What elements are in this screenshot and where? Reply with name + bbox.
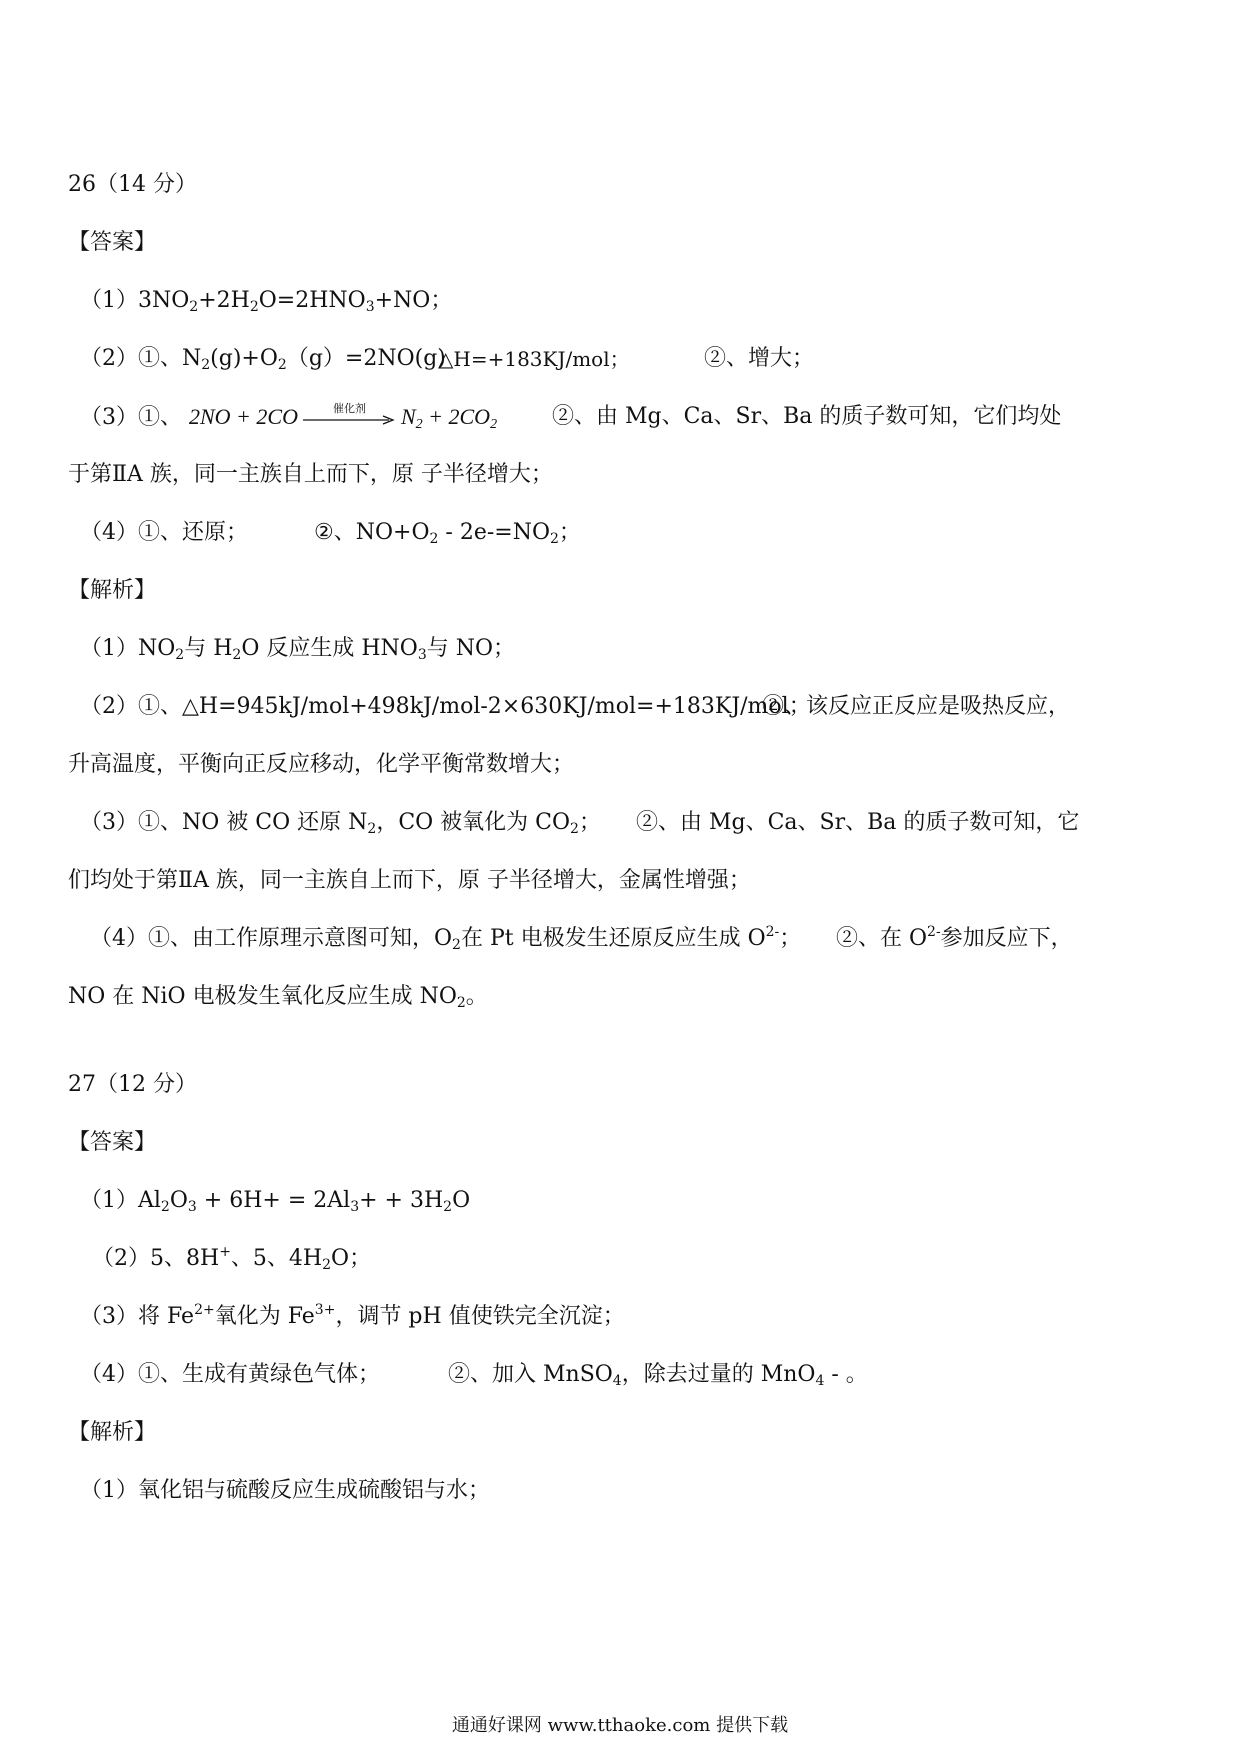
- q27-answer-1: $(1)Al_2O_3 + 6H+ = 2Al_3+ + 3H_2O$: [80, 1188, 471, 1215]
- reaction-arrow: [303, 402, 395, 426]
- q26-analysis-4-line2: NO 在 NiO 电极发生氧化反应生成 $NO_2$。: [68, 984, 488, 1011]
- q26-answer-2-part2: ②、增大；: [704, 346, 815, 371]
- q26-analysis-1: $(1)NO_2$与 $H_2O$ 反应生成 $HNO_3$与 NO；: [80, 636, 516, 663]
- q27-answer-2: （2）5、8H+、5、$4H_2O$；: [92, 1244, 372, 1273]
- q26-answer-4: （4）①、还原；: [80, 520, 248, 545]
- q27-header: 27（12 分）: [68, 1072, 197, 1097]
- reaction-equation: 2NO + 2CO 催化剂 $N_2 + 2CO_2$: [189, 402, 497, 432]
- q27-answer-3: （3）将 $Fe^{2+}$氧化为 $Fe^{3+}$，调节 pH 值使铁完全沉淀；: [80, 1302, 625, 1329]
- q26-answer-3-part2: ②、由 Mg、Ca、Sr、Ba 的质子数可知，它们均处: [552, 404, 1062, 429]
- q27-answer-heading: 【答案】: [68, 1130, 157, 1155]
- page-footer: 通通好课网 www.tthaoke.com 提供下载: [451, 1715, 789, 1736]
- catalyst-label: 催化剂: [332, 402, 366, 415]
- q26-answer-4-part2: ②、$NO+O_2 - 2e-=NO_2$；: [314, 520, 581, 547]
- q27-answer-4-part2: ②、加入 MnSO$_4$，除去过量的 MnO$_4$ - 。: [448, 1362, 868, 1389]
- q26-answer-3-line2: 于第ⅡA 族，同一主族自上而下，原 子半径增大；: [68, 462, 553, 487]
- q26-analysis-2: （2）①、△H=945kJ/mol+498kJ/mol-2×630KJ/mol=+183KJ/mol；: [80, 694, 811, 719]
- q26-analysis-3-part2: ②、由 Mg、Ca、Sr、Ba 的质子数可知，它: [636, 810, 1080, 835]
- q26-analysis-4: （4）①、由工作原理示意图可知，$O_2$在 Pt 电极发生还原反应生成 $O^{2-}$；: [90, 924, 802, 953]
- q26-answer-heading: 【答案】: [68, 230, 157, 255]
- q27-answer-4: （4）①、生成有黄绿色气体；: [80, 1362, 380, 1387]
- q26-answer-1: $(1)3NO_2+2H_2O=2HNO_3+NO$；: [80, 288, 453, 315]
- q26-answer-3: （3）①、 2NO + 2CO 催化剂 $N_2 + 2CO_2$: [80, 402, 497, 433]
- q27-analysis-heading: 【解析】: [68, 1420, 157, 1445]
- q26-answer-2-enthalpy: △H=+183KJ/mol；: [438, 347, 630, 371]
- q26-analysis-4-part2: ②、在 $O^{2-}$参加反应下，: [836, 924, 1073, 951]
- q26-analysis-2-line2: 升高温度，平衡向正反应移动，化学平衡常数增大；: [68, 752, 575, 777]
- q26-analysis-3-line2: 们均处于第ⅡA 族，同一主族自上而下，原 子半径增大，金属性增强；: [68, 868, 751, 893]
- q26-analysis-2-part2: ②、该反应正反应是吸热反应，: [762, 694, 1071, 719]
- q26-analysis-3: （3）①、NO 被 CO 还原 $N_2$，CO 被氧化为 $CO_2$；: [80, 810, 601, 837]
- q27-analysis-1: （1）氧化铝与硫酸反应生成硫酸铝与水；: [80, 1478, 490, 1503]
- q26-answer-2: （2）①、$N_2(g)+O_2(g)=2NO(g)$: [80, 346, 446, 373]
- q26-header: 26（14 分）: [68, 172, 197, 197]
- q26-analysis-heading: 【解析】: [68, 578, 157, 603]
